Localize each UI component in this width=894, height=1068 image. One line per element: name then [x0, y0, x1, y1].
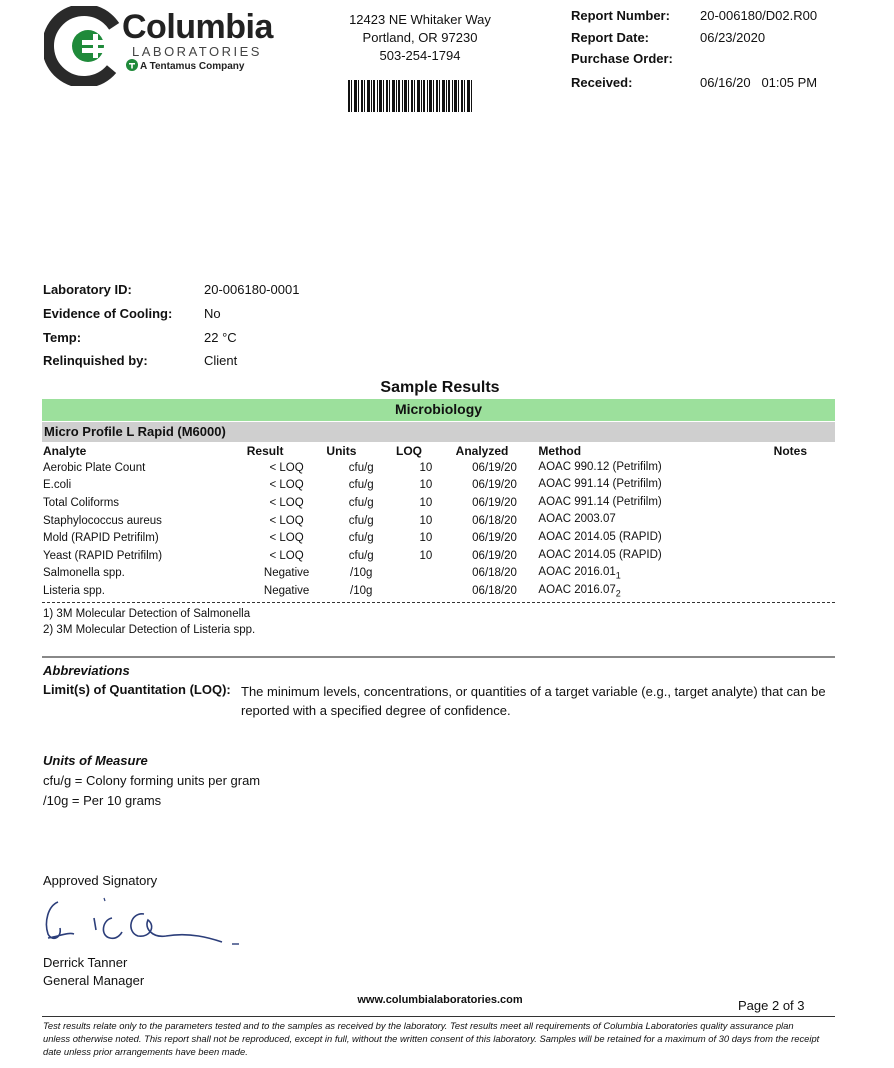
- cell-analyzed-text: 06/19/20: [472, 461, 517, 474]
- address-phone: 503-254-1794: [379, 48, 461, 63]
- cell-result-text: Negative: [263, 584, 310, 597]
- cell-loq-text: 10: [419, 479, 433, 492]
- cell-analyzed: [456, 477, 534, 495]
- cell-loq: [396, 512, 456, 530]
- cell-method: [533, 459, 766, 477]
- signer-name: Derrick Tanner: [43, 955, 128, 970]
- cell-result: [247, 494, 327, 512]
- cell-units-text: cfu/g: [348, 549, 374, 562]
- cell-analyte-text: E.coli: [43, 479, 72, 492]
- cell-units-text: /10g: [350, 584, 373, 597]
- cell-result-text: < LOQ: [269, 514, 304, 527]
- header-method: Method: [538, 444, 582, 458]
- cell-analyte: [42, 547, 247, 565]
- cell-notes: [767, 459, 835, 477]
- unit-definition-10g: /10g = Per 10 grams: [43, 793, 162, 808]
- cell-loq-text: 10: [419, 461, 433, 474]
- cell-loq: [396, 582, 456, 600]
- brand-tagline: A Tentamus Company: [140, 61, 245, 72]
- cell-result-text: < LOQ: [269, 496, 304, 509]
- cell-result-text: < LOQ: [269, 479, 304, 492]
- table-row: [42, 459, 835, 477]
- cell-notes: [767, 477, 835, 495]
- received-label: Received:: [571, 75, 633, 90]
- footnote-2: 2) 3M Molecular Detection of Listeria spp.: [43, 624, 256, 636]
- report-date: 06/23/2020: [700, 30, 766, 45]
- cell-loq: [396, 459, 456, 477]
- microbiology-title: Microbiology: [394, 401, 483, 417]
- footer-divider: [42, 1016, 835, 1017]
- cell-units: [326, 547, 396, 565]
- cell-method-text: AOAC 2014.05 (RAPID): [538, 548, 662, 561]
- profile-bar: [42, 422, 835, 442]
- cooling-value: No: [204, 306, 221, 321]
- cell-units: [326, 512, 396, 530]
- temp-label: Temp:: [43, 330, 82, 345]
- sample-results-title: Sample Results: [380, 379, 500, 396]
- relinquished-value: Client: [204, 353, 238, 368]
- footnote-1: 1) 3M Molecular Detection of Salmonella: [43, 608, 251, 620]
- cell-result-text: < LOQ: [269, 549, 304, 562]
- cell-units-text: cfu/g: [348, 532, 374, 545]
- cell-notes: [767, 565, 835, 583]
- cell-loq: [396, 565, 456, 583]
- cell-loq-text: 10: [419, 532, 433, 545]
- unit-definition-cfu: cfu/g = Colony forming units per gram: [43, 773, 261, 788]
- table-header-row: [42, 443, 835, 459]
- cell-result: [247, 565, 327, 583]
- cell-analyte-text: Salmonella spp.: [43, 567, 125, 580]
- columbia-logo-icon: [44, 6, 124, 86]
- page-number: Page 2 of 3: [738, 998, 805, 1013]
- cell-analyte: [42, 565, 247, 583]
- header-analyzed: Analyzed: [455, 444, 509, 458]
- lab-id: 20-006180-0001: [204, 282, 300, 297]
- table-row: [42, 582, 835, 600]
- cell-analyzed: [456, 547, 534, 565]
- cell-result-text: < LOQ: [269, 461, 304, 474]
- cell-notes: [767, 582, 835, 600]
- company-logo: [44, 6, 274, 86]
- cell-units-text: cfu/g: [348, 461, 374, 474]
- table-row: [42, 477, 835, 495]
- table-row: [42, 494, 835, 512]
- cell-units: [326, 565, 396, 583]
- temp-value: 22 °C: [204, 330, 237, 345]
- cell-method-text: AOAC 2014.05 (RAPID): [538, 531, 662, 544]
- cell-analyzed-text: 06/18/20: [472, 567, 517, 580]
- cell-result-text: Negative: [263, 567, 310, 580]
- cell-units-text: cfu/g: [348, 479, 374, 492]
- cell-method-text: AOAC 991.14 (Petrifilm): [538, 495, 662, 508]
- address-line-2: Portland, OR 97230: [362, 30, 478, 45]
- cell-analyzed-text: 06/19/20: [472, 532, 517, 545]
- table-dashed-divider: [42, 602, 835, 603]
- header-notes: Notes: [773, 444, 807, 458]
- cell-notes: [767, 512, 835, 530]
- report-date-label: Report Date:: [571, 30, 650, 45]
- cell-method: [533, 529, 766, 547]
- website-link[interactable]: www.columbialaboratories.com: [357, 994, 523, 1006]
- cell-method-text: AOAC 991.14 (Petrifilm): [538, 478, 662, 491]
- tentamus-icon: [126, 59, 138, 71]
- section-divider: [42, 656, 835, 658]
- cell-units: [326, 494, 396, 512]
- cell-loq-text: 10: [419, 514, 433, 527]
- lab-address: [330, 11, 510, 65]
- loq-term: Limit(s) of Quantitation (LOQ):: [43, 682, 231, 697]
- cell-analyte-text: Mold (RAPID Petrifilm): [43, 532, 159, 545]
- table-row: [42, 565, 835, 583]
- cell-analyzed-text: 06/19/20: [472, 549, 517, 562]
- cell-notes: [767, 494, 835, 512]
- cell-analyte-text: Total Coliforms: [43, 496, 120, 509]
- method-footnote-ref: 1: [615, 570, 621, 581]
- cell-result: [247, 512, 327, 530]
- cell-result: [247, 459, 327, 477]
- cell-result: [247, 477, 327, 495]
- method-footnote-ref: 2: [615, 588, 621, 599]
- cell-analyzed: [456, 565, 534, 583]
- cell-units: [326, 582, 396, 600]
- lab-id-label: Laboratory ID:: [43, 282, 132, 297]
- cell-analyte-text: Staphylococcus aureus: [43, 514, 162, 527]
- results-table: [42, 443, 835, 600]
- cell-analyzed: [456, 512, 534, 530]
- cell-result: [247, 529, 327, 547]
- barcode: [348, 80, 472, 112]
- approved-signatory-label: Approved Signatory: [43, 873, 158, 888]
- results-table-wrapper: [42, 443, 835, 600]
- cell-method: [533, 565, 766, 583]
- table-row: [42, 529, 835, 547]
- units-heading: Units of Measure: [43, 753, 148, 768]
- cell-analyte-text: Listeria spp.: [43, 584, 106, 597]
- cell-method-text: AOAC 990.12 (Petrifilm): [538, 460, 662, 473]
- address-line-1: 12423 NE Whitaker Way: [349, 12, 491, 27]
- report-number-label: Report Number:: [571, 8, 670, 23]
- cell-units-text: cfu/g: [348, 514, 374, 527]
- cell-analyzed: [456, 529, 534, 547]
- report-number: 20-006180/D02.R00: [700, 8, 818, 23]
- cell-loq: [396, 529, 456, 547]
- abbreviations-heading: Abbreviations: [43, 663, 130, 678]
- cell-analyzed-text: 06/19/20: [472, 496, 517, 509]
- cell-analyte-text: Aerobic Plate Count: [43, 461, 146, 474]
- microbiology-section-bar: [42, 399, 835, 421]
- cell-loq-text: 10: [419, 549, 433, 562]
- cell-loq-text: 10: [419, 496, 433, 509]
- cell-loq: [396, 477, 456, 495]
- cell-method-text: AOAC 2003.07: [538, 513, 616, 526]
- cell-result: [247, 582, 327, 600]
- cell-method-text: AOAC 2016.01: [538, 566, 616, 579]
- purchase-order-label: Purchase Order:: [571, 51, 673, 66]
- loq-definition: The minimum levels, concentrations, or quantities of a target variable (e.g., target analyte) that can be reported with a specified degree of confidence.: [241, 684, 826, 718]
- cell-units-text: cfu/g: [348, 496, 374, 509]
- header-loq: LOQ: [396, 444, 423, 458]
- cell-units: [326, 459, 396, 477]
- header-result: Result: [246, 444, 284, 458]
- cell-loq: [396, 547, 456, 565]
- cell-method: [533, 477, 766, 495]
- cell-notes: [767, 529, 835, 547]
- cell-result-text: < LOQ: [269, 532, 304, 545]
- cell-result: [247, 547, 327, 565]
- cell-analyzed-text: 06/18/20: [472, 514, 517, 527]
- cell-units: [326, 477, 396, 495]
- cell-analyte: [42, 582, 247, 600]
- table-row: [42, 512, 835, 530]
- cell-method: [533, 512, 766, 530]
- received-value: 06/16/20 01:05 PM: [700, 75, 818, 90]
- disclaimer: Test results relate only to the parameters tested and to the samples as received by the laboratory. Test results meet all requirements of Columbia Laboratories quality assurance plan unless otherwise noted. This report shall not be reproduced, except in full, without the written consent of this laboratory. Samples will be retained for a maximum of 30 days from the receipt date unless prior arrangements have been made.: [43, 1020, 820, 1057]
- brand-name: Columbia: [122, 8, 273, 46]
- cell-analyzed: [456, 459, 534, 477]
- signer-title: General Manager: [43, 973, 145, 988]
- cell-analyte: [42, 529, 247, 547]
- cell-loq: [396, 494, 456, 512]
- cell-analyzed: [456, 582, 534, 600]
- cell-units: [326, 529, 396, 547]
- cell-method: [533, 547, 766, 565]
- header-analyte: Analyte: [43, 444, 87, 458]
- cell-method: [533, 582, 766, 600]
- signature-image: [40, 892, 245, 952]
- cell-analyte: [42, 459, 247, 477]
- table-row: [42, 547, 835, 565]
- cell-analyzed: [456, 494, 534, 512]
- cell-analyte: [42, 494, 247, 512]
- cooling-label: Evidence of Cooling:: [43, 306, 173, 321]
- cell-notes: [767, 547, 835, 565]
- cell-analyte: [42, 477, 247, 495]
- cell-units-text: /10g: [350, 567, 373, 580]
- cell-analyte: [42, 512, 247, 530]
- cell-method: [533, 494, 766, 512]
- cell-analyzed-text: 06/19/20: [472, 479, 517, 492]
- results-body: [42, 459, 835, 600]
- cell-method-text: AOAC 2016.07: [538, 583, 616, 596]
- relinquished-label: Relinquished by:: [43, 353, 148, 368]
- brand-subtitle: LABORATORIES: [132, 44, 262, 59]
- header-units: Units: [326, 444, 357, 458]
- cell-analyzed-text: 06/18/20: [472, 584, 517, 597]
- cell-analyte-text: Yeast (RAPID Petrifilm): [43, 549, 163, 562]
- profile-title: Micro Profile L Rapid (M6000): [44, 424, 226, 439]
